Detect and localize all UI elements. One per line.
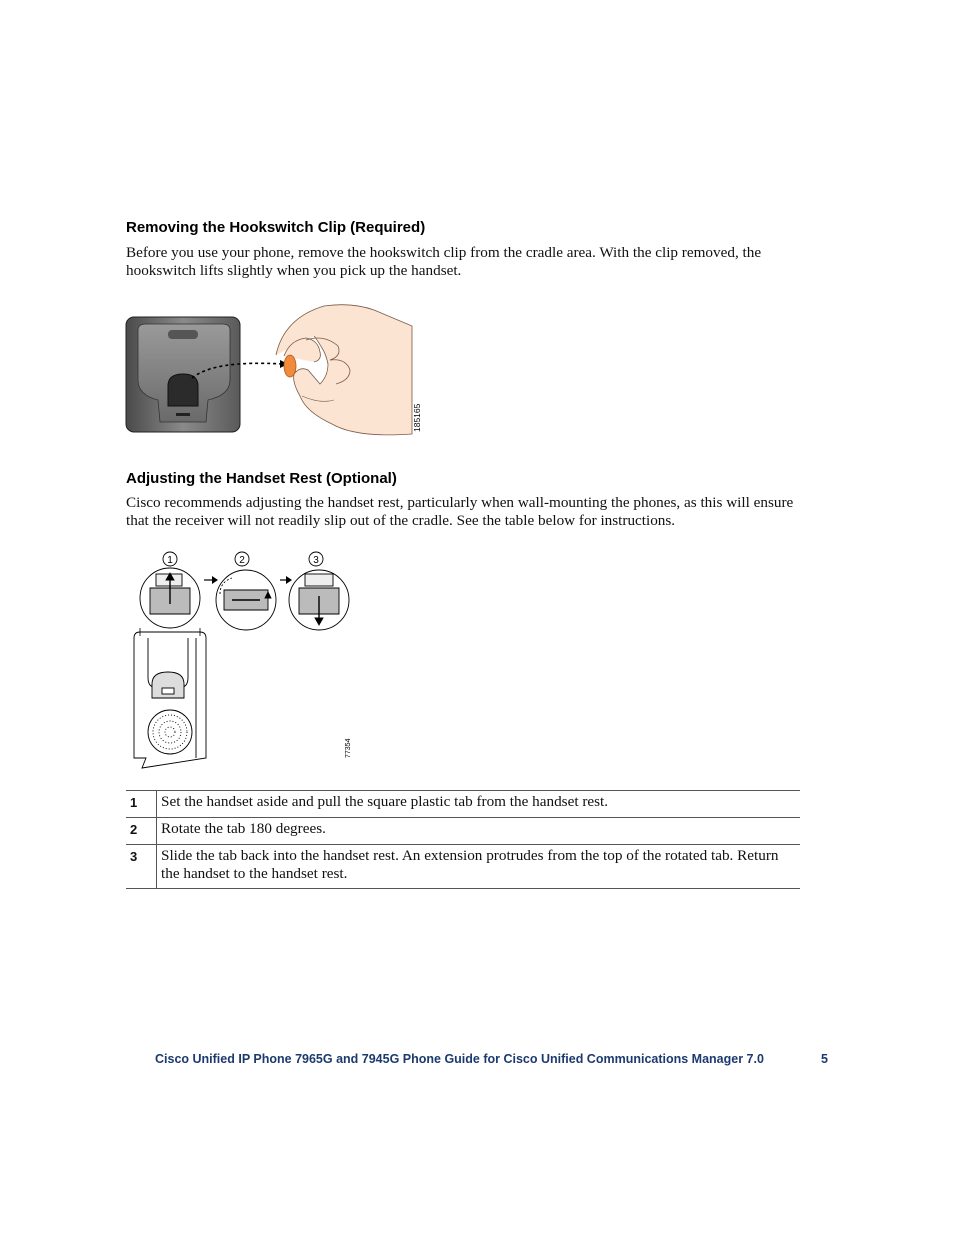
page-number: 5 [821,1052,828,1066]
svg-text:3: 3 [313,555,319,566]
figure-id-77354: 77354 [345,738,352,758]
zoom-step-3 [289,570,349,630]
hookswitch-clip-figure [124,300,434,440]
zoom-step-1 [140,568,200,636]
svg-text:1: 1 [167,555,173,566]
table-row [126,791,800,818]
footer-title: Cisco Unified IP Phone 7965G and 7945G Phone Guide for Cisco Unified Communications Manager 7.0 [155,1052,764,1066]
step-text: Set the handset aside and pull the square plastic tab from the handset rest. [157,791,801,818]
step-number: 3 [126,845,157,889]
section-heading-hookswitch: Removing the Hookswitch Clip (Required) [126,219,426,236]
cradle-illustration [126,317,240,432]
svg-text:2: 2 [239,555,245,566]
callout-1 [163,552,177,566]
step-number: 1 [126,791,157,818]
step-text: Slide the tab back into the handset rest. An extension protrudes from the top of the rotated tab. Return the handset to the handset rest. [157,845,801,889]
steps-table [126,790,800,889]
callout-2 [235,552,249,566]
section-heading-handset-rest: Adjusting the Handset Rest (Optional) [126,470,397,487]
step-text: Rotate the tab 180 degrees. [157,818,801,845]
table-row [126,818,800,845]
callout-3 [309,552,323,566]
figure-id-185165: 185165 [412,403,422,432]
handset-rest-figure [124,548,364,770]
hookswitch-clip [284,355,296,377]
section-body-handset-rest: Cisco recommends adjusting the handset rest, particularly when wall-mounting the phones, as this will ensure that the receiver will not readily slip out of the cradle. See the table below for instructions. [126,494,794,529]
step-number: 2 [126,818,157,845]
hand-illustration [276,305,412,435]
section-body-hookswitch: Before you use your phone, remove the hookswitch clip from the cradle area. With the clip removed, the hookswitch lifts slightly when you pick up the handset. [126,244,762,279]
phone-body-illustration [134,632,206,768]
zoom-step-2 [216,570,276,630]
table-row [126,845,800,889]
